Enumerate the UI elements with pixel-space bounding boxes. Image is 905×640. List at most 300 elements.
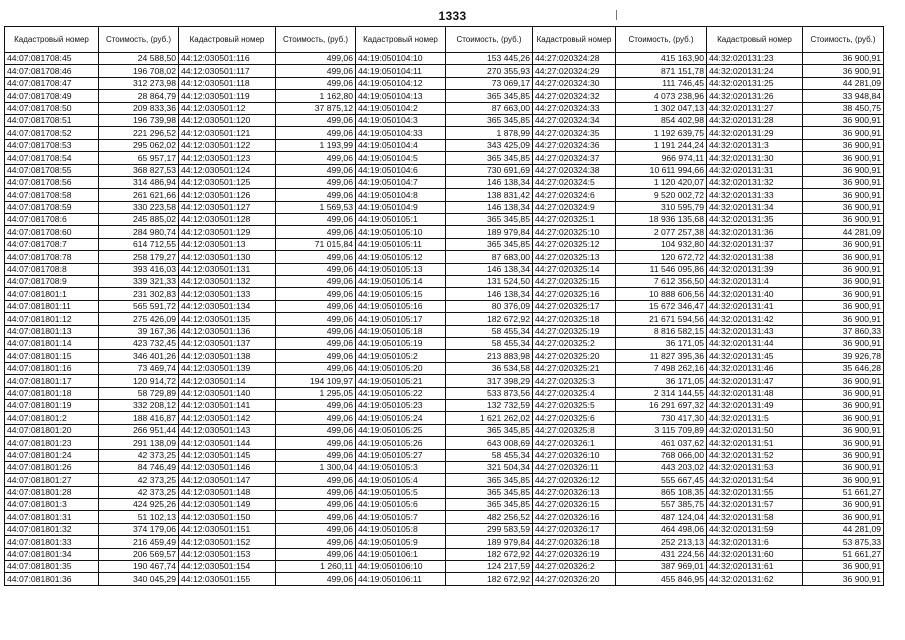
cost-cell: 58 455,34	[446, 337, 533, 349]
column-header-cost: Стоимость, (руб.)	[446, 27, 533, 53]
cost-cell: 966 974,11	[616, 152, 707, 164]
cadastral-number-cell: 44:07:081801:34	[5, 548, 99, 560]
cost-cell: 73 069,17	[446, 77, 533, 89]
table-row	[5, 325, 179, 337]
table-row	[356, 461, 533, 473]
cadastral-number-cell: 44:27:020325:13	[533, 251, 616, 263]
cadastral-number-cell: 44:19:050105:1	[356, 214, 446, 226]
cadastral-number-cell: 44:27:020325:10	[533, 226, 616, 238]
cadastral-number-cell: 44:19:050105:19	[356, 337, 446, 349]
cost-cell: 84 746,49	[99, 461, 179, 473]
cost-cell: 1 193,99	[276, 139, 356, 151]
cost-cell: 10 611 994,66	[616, 164, 707, 176]
table-row	[533, 325, 707, 337]
table-row	[356, 399, 533, 411]
table-row	[356, 325, 533, 337]
cadastral-number-cell: 44:07:081801:16	[5, 362, 99, 374]
column-header-cost: Стоимость, (руб.)	[616, 27, 707, 53]
cadastral-number-cell: 44:19:050105:13	[356, 263, 446, 275]
cost-cell: 339 321,33	[99, 276, 179, 288]
cost-cell: 368 827,53	[99, 164, 179, 176]
table-row	[533, 53, 707, 65]
table-row	[533, 474, 707, 486]
table-row	[5, 127, 179, 139]
table-row	[707, 325, 884, 337]
cost-cell: 28 864,79	[99, 90, 179, 102]
table-row	[179, 300, 356, 312]
cadastral-number-cell: 44:07:081801:17	[5, 375, 99, 387]
table-row	[5, 77, 179, 89]
cost-cell: 51 102,13	[99, 511, 179, 523]
cadastral-number-cell: 44:19:050105:8	[356, 523, 446, 535]
table-row	[533, 523, 707, 535]
table-row	[179, 362, 356, 374]
scan-tick-mark	[616, 10, 617, 20]
cadastral-number-cell: 44:12:030501:123	[179, 152, 276, 164]
table-row	[707, 201, 884, 213]
table-row	[179, 313, 356, 325]
table-row	[179, 424, 356, 436]
table-row	[356, 201, 533, 213]
cadastral-number-cell: 44:27:020326:16	[533, 511, 616, 523]
cadastral-number-cell: 44:07:081801:3	[5, 499, 99, 511]
cost-cell: 58 455,34	[446, 449, 533, 461]
cadastral-number-cell: 44:12:030501:149	[179, 499, 276, 511]
table-row	[356, 152, 533, 164]
cadastral-number-cell: 44:07:081708:59	[5, 201, 99, 213]
cost-cell: 487 124,04	[616, 511, 707, 523]
cost-cell: 36 900,91	[803, 152, 884, 164]
table-row	[5, 474, 179, 486]
cadastral-number-cell: 44:07:081801:1	[5, 288, 99, 300]
table-row	[179, 238, 356, 250]
cost-cell: 36 900,91	[803, 412, 884, 424]
cost-cell: 499,06	[276, 511, 356, 523]
table-row	[5, 263, 179, 275]
table-row	[356, 114, 533, 126]
cost-cell: 499,06	[276, 573, 356, 585]
cost-cell: 854 402,98	[616, 114, 707, 126]
cadastral-number-cell: 44:07:081708:49	[5, 90, 99, 102]
cadastral-number-cell: 44:32:020131:30	[707, 152, 803, 164]
cost-cell: 44 281,09	[803, 523, 884, 535]
cost-cell: 482 256,52	[446, 511, 533, 523]
cadastral-number-cell: 44:32:020131:29	[707, 127, 803, 139]
cadastral-number-cell: 44:19:050105:24	[356, 412, 446, 424]
cadastral-number-cell: 44:32:020131:26	[707, 90, 803, 102]
cadastral-number-cell: 44:27:020326:11	[533, 461, 616, 473]
cadastral-number-cell: 44:32:020131:37	[707, 238, 803, 250]
table-row	[707, 102, 884, 114]
cadastral-number-cell: 44:32:020131:61	[707, 561, 803, 573]
table-row	[533, 90, 707, 102]
cost-cell: 614 712,55	[99, 238, 179, 250]
cost-cell: 216 459,49	[99, 536, 179, 548]
cadastral-number-cell: 44:32:020131:48	[707, 387, 803, 399]
cost-cell: 555 667,45	[616, 474, 707, 486]
table-row	[5, 251, 179, 263]
table-row	[533, 387, 707, 399]
cost-cell: 16 291 697,32	[616, 399, 707, 411]
cost-cell: 1 302 047,13	[616, 102, 707, 114]
cadastral-number-cell: 44:12:030501:144	[179, 437, 276, 449]
table-row	[179, 511, 356, 523]
cost-cell: 330 223,58	[99, 201, 179, 213]
cost-cell: 499,06	[276, 127, 356, 139]
cadastral-number-cell: 44:27:020325:20	[533, 350, 616, 362]
cost-cell: 36 900,91	[803, 189, 884, 201]
table-row	[707, 53, 884, 65]
cadastral-number-cell: 44:19:050106:1	[356, 548, 446, 560]
cadastral-number-cell: 44:32:020131:46	[707, 362, 803, 374]
table-row	[707, 424, 884, 436]
cadastral-number-cell: 44:27:020326:12	[533, 474, 616, 486]
table-row	[356, 77, 533, 89]
cost-cell: 36 900,91	[803, 276, 884, 288]
table-row	[533, 412, 707, 424]
cadastral-number-cell: 44:12:030501:128	[179, 214, 276, 226]
table-row	[356, 90, 533, 102]
table-row	[356, 387, 533, 399]
table-row	[5, 548, 179, 560]
cadastral-number-cell: 44:27:020324:32	[533, 90, 616, 102]
cadastral-number-cell: 44:19:050105:20	[356, 362, 446, 374]
cost-cell: 111 746,45	[616, 77, 707, 89]
cost-cell: 365 345,85	[446, 114, 533, 126]
table-row	[533, 399, 707, 411]
cadastral-number-cell: 44:19:050105:10	[356, 226, 446, 238]
cadastral-number-cell: 44:27:020325:2	[533, 337, 616, 349]
cadastral-number-cell: 44:07:081708:51	[5, 114, 99, 126]
cost-cell: 104 932,80	[616, 238, 707, 250]
cadastral-number-cell: 44:12:030501:151	[179, 523, 276, 535]
cost-cell: 1 295,05	[276, 387, 356, 399]
cost-cell: 499,06	[276, 325, 356, 337]
table-row	[5, 102, 179, 114]
cost-cell: 196 708,02	[99, 65, 179, 77]
cadastral-number-cell: 44:27:020325:18	[533, 313, 616, 325]
cost-cell: 146 138,34	[446, 288, 533, 300]
table-row	[5, 90, 179, 102]
table-row	[707, 238, 884, 250]
cadastral-number-cell: 44:19:050104:10	[356, 53, 446, 65]
cadastral-number-cell: 44:19:050104:33	[356, 127, 446, 139]
cost-cell: 499,06	[276, 152, 356, 164]
cost-cell: 871 151,78	[616, 65, 707, 77]
table-row	[707, 164, 884, 176]
cadastral-number-cell: 44:07:081801:23	[5, 437, 99, 449]
cost-cell: 120 672,72	[616, 251, 707, 263]
cadastral-number-cell: 44:07:081801:31	[5, 511, 99, 523]
cost-cell: 499,06	[276, 424, 356, 436]
cost-cell: 252 213,13	[616, 536, 707, 548]
table-row	[356, 362, 533, 374]
table-row	[356, 474, 533, 486]
cost-cell: 44 281,09	[803, 226, 884, 238]
cost-cell: 182 672,92	[446, 573, 533, 585]
table-row	[5, 238, 179, 250]
cost-cell: 865 108,35	[616, 486, 707, 498]
cost-cell: 565 591,72	[99, 300, 179, 312]
table-row	[707, 251, 884, 263]
table-row	[356, 65, 533, 77]
cost-cell: 231 302,83	[99, 288, 179, 300]
table-row	[356, 337, 533, 349]
cost-cell: 36 900,91	[803, 449, 884, 461]
table-row	[533, 313, 707, 325]
cadastral-number-cell: 44:32:020131:44	[707, 337, 803, 349]
table-row	[179, 375, 356, 387]
cadastral-number-cell: 44:12:030501:150	[179, 511, 276, 523]
table-row	[356, 486, 533, 498]
cadastral-number-cell: 44:32:020131:4	[707, 276, 803, 288]
cost-cell: 36 171,05	[616, 375, 707, 387]
cadastral-number-cell: 44:27:020325:17	[533, 300, 616, 312]
cost-cell: 499,06	[276, 65, 356, 77]
table-row	[533, 77, 707, 89]
cost-cell: 431 224,56	[616, 548, 707, 560]
table-row	[5, 387, 179, 399]
cadastral-number-cell: 44:07:081708:47	[5, 77, 99, 89]
table-row	[533, 288, 707, 300]
cost-cell: 245 885,02	[99, 214, 179, 226]
cost-cell: 1 300,04	[276, 461, 356, 473]
cadastral-number-cell: 44:27:020326:1	[533, 437, 616, 449]
cost-cell: 213 883,98	[446, 350, 533, 362]
cadastral-number-cell: 44:32:020131:3	[707, 139, 803, 151]
cost-cell: 44 281,09	[803, 77, 884, 89]
cost-cell: 499,06	[276, 276, 356, 288]
table-row	[356, 176, 533, 188]
cost-cell: 37 860,33	[803, 325, 884, 337]
table-row	[356, 313, 533, 325]
table-row	[707, 412, 884, 424]
cost-cell: 499,06	[276, 214, 356, 226]
cost-cell: 1 260,11	[276, 561, 356, 573]
cost-cell: 499,06	[276, 486, 356, 498]
cadastral-number-cell: 44:07:081708:9	[5, 276, 99, 288]
cost-cell: 36 900,91	[803, 573, 884, 585]
cost-cell: 36 900,91	[803, 300, 884, 312]
cadastral-number-cell: 44:27:020324:36	[533, 139, 616, 151]
cadastral-number-cell: 44:12:030501:136	[179, 325, 276, 337]
table-row	[179, 127, 356, 139]
cost-cell: 499,06	[276, 548, 356, 560]
cost-cell: 443 203,02	[616, 461, 707, 473]
cost-cell: 393 416,03	[99, 263, 179, 275]
table-row	[5, 337, 179, 349]
table-row	[5, 139, 179, 151]
cadastral-number-cell: 44:19:050105:5	[356, 486, 446, 498]
table-row	[707, 152, 884, 164]
cost-cell: 73 469,74	[99, 362, 179, 374]
cost-cell: 2 077 257,38	[616, 226, 707, 238]
cost-cell: 270 355,93	[446, 65, 533, 77]
cost-cell: 53 875,33	[803, 536, 884, 548]
cost-cell: 7 498 262,16	[616, 362, 707, 374]
table-row	[707, 573, 884, 585]
cadastral-number-cell: 44:27:020325:21	[533, 362, 616, 374]
table-row	[533, 337, 707, 349]
cadastral-number-cell: 44:27:020324:6	[533, 189, 616, 201]
table-row	[5, 288, 179, 300]
cadastral-number-cell: 44:12:030501:148	[179, 486, 276, 498]
cost-cell: 730 691,69	[446, 164, 533, 176]
cost-cell: 188 416,87	[99, 412, 179, 424]
cost-cell: 423 732,45	[99, 337, 179, 349]
cadastral-number-cell: 44:32:020131:25	[707, 77, 803, 89]
cadastral-number-cell: 44:12:030501:140	[179, 387, 276, 399]
cadastral-number-cell: 44:07:081708:8	[5, 263, 99, 275]
table-row	[179, 214, 356, 226]
table-row	[356, 350, 533, 362]
table-row	[707, 474, 884, 486]
cost-cell: 24 588,50	[99, 53, 179, 65]
cadastral-number-cell: 44:19:050105:9	[356, 536, 446, 548]
cost-cell: 1 191 244,24	[616, 139, 707, 151]
cost-cell: 499,06	[276, 474, 356, 486]
table-row	[356, 164, 533, 176]
table-row	[179, 474, 356, 486]
cadastral-number-cell: 44:27:020325:8	[533, 424, 616, 436]
table-row	[179, 251, 356, 263]
cadastral-number-cell: 44:07:081801:36	[5, 573, 99, 585]
cost-cell: 387 969,01	[616, 561, 707, 573]
cadastral-number-cell: 44:32:020131:5	[707, 412, 803, 424]
cost-cell: 557 385,75	[616, 499, 707, 511]
cost-cell: 36 900,91	[803, 288, 884, 300]
table-row	[707, 387, 884, 399]
cadastral-number-cell: 44:32:020131:38	[707, 251, 803, 263]
cost-cell: 36 900,91	[803, 375, 884, 387]
cadastral-number-cell: 44:12:030501:124	[179, 164, 276, 176]
cadastral-number-cell: 44:12:030501:141	[179, 399, 276, 411]
table-row	[179, 90, 356, 102]
cost-cell: 1 120 420,07	[616, 176, 707, 188]
cost-cell: 499,06	[276, 53, 356, 65]
table-row	[5, 362, 179, 374]
table-row	[5, 176, 179, 188]
cadastral-number-cell: 44:32:020131:43	[707, 325, 803, 337]
table-row	[179, 399, 356, 411]
table-row	[707, 288, 884, 300]
cadastral-number-cell: 44:27:020324:34	[533, 114, 616, 126]
cadastral-number-cell: 44:32:020131:6	[707, 536, 803, 548]
cost-cell: 7 612 356,50	[616, 276, 707, 288]
cadastral-number-cell: 44:07:081708:45	[5, 53, 99, 65]
cadastral-number-cell: 44:07:081708:50	[5, 102, 99, 114]
cadastral-number-cell: 44:12:030501:142	[179, 412, 276, 424]
cadastral-number-cell: 44:32:020131:41	[707, 300, 803, 312]
table-row	[533, 189, 707, 201]
cost-cell: 36 900,91	[803, 251, 884, 263]
table-row	[356, 523, 533, 535]
cadastral-number-cell: 44:32:020131:53	[707, 461, 803, 473]
cadastral-number-cell: 44:27:020324:9	[533, 201, 616, 213]
table-row	[707, 337, 884, 349]
cost-cell: 499,06	[276, 189, 356, 201]
table-row	[5, 573, 179, 585]
table-row	[533, 375, 707, 387]
cost-cell: 42 373,25	[99, 486, 179, 498]
table-row	[5, 65, 179, 77]
cost-cell: 36 900,91	[803, 499, 884, 511]
cadastral-number-cell: 44:27:020324:37	[533, 152, 616, 164]
cadastral-number-cell: 44:32:020131:50	[707, 424, 803, 436]
table-row	[707, 536, 884, 548]
cost-cell: 424 925,26	[99, 499, 179, 511]
cadastral-number-cell: 44:32:020131:49	[707, 399, 803, 411]
cadastral-number-cell: 44:32:020131:52	[707, 449, 803, 461]
column-header-cost: Стоимость, (руб.)	[803, 27, 884, 53]
cost-cell: 36 900,91	[803, 263, 884, 275]
table-row	[533, 548, 707, 560]
cost-cell: 71 015,84	[276, 238, 356, 250]
cadastral-number-cell: 44:07:081801:20	[5, 424, 99, 436]
cost-cell: 1 569,53	[276, 201, 356, 213]
cost-cell: 36 534,58	[446, 362, 533, 374]
cadastral-number-cell: 44:19:050104:13	[356, 90, 446, 102]
table-row	[533, 300, 707, 312]
cost-cell: 499,06	[276, 164, 356, 176]
cost-cell: 21 671 594,56	[616, 313, 707, 325]
cost-cell: 275 426,09	[99, 313, 179, 325]
cost-cell: 36 900,91	[803, 313, 884, 325]
table-row	[5, 461, 179, 473]
table-row	[533, 424, 707, 436]
cadastral-number-cell: 44:32:020131:47	[707, 375, 803, 387]
table-row	[707, 523, 884, 535]
cost-cell: 36 900,91	[803, 238, 884, 250]
cost-cell: 39 167,36	[99, 325, 179, 337]
cadastral-number-cell: 44:07:081801:15	[5, 350, 99, 362]
table-row	[356, 139, 533, 151]
table-row	[5, 561, 179, 573]
cost-cell: 730 417,30	[616, 412, 707, 424]
cost-cell: 332 208,12	[99, 399, 179, 411]
cadastral-number-cell: 44:19:050105:12	[356, 251, 446, 263]
page-number: 1333	[438, 9, 467, 23]
cost-cell: 365 345,85	[446, 90, 533, 102]
cadastral-number-cell: 44:27:020324:30	[533, 77, 616, 89]
cost-cell: 36 900,91	[803, 139, 884, 151]
cadastral-number-cell: 44:32:020131:62	[707, 573, 803, 585]
cadastral-table-3	[355, 26, 533, 586]
cost-cell: 643 008,69	[446, 437, 533, 449]
table-row	[707, 226, 884, 238]
cadastral-number-cell: 44:32:020131:23	[707, 53, 803, 65]
cadastral-number-cell: 44:19:050105:7	[356, 511, 446, 523]
table-row	[356, 375, 533, 387]
cadastral-number-cell: 44:07:081801:26	[5, 461, 99, 473]
cost-cell: 36 900,91	[803, 214, 884, 226]
table-row	[533, 226, 707, 238]
table-row	[356, 288, 533, 300]
cost-cell: 36 900,91	[803, 437, 884, 449]
cadastral-number-cell: 44:07:081801:18	[5, 387, 99, 399]
cadastral-number-cell: 44:12:030501:154	[179, 561, 276, 573]
table-row	[356, 214, 533, 226]
cadastral-number-cell: 44:19:050105:27	[356, 449, 446, 461]
cost-cell: 51 661,27	[803, 548, 884, 560]
cost-cell: 499,06	[276, 536, 356, 548]
cadastral-number-cell: 44:27:020325:16	[533, 288, 616, 300]
cost-cell: 499,06	[276, 523, 356, 535]
cadastral-number-cell: 44:19:050104:11	[356, 65, 446, 77]
cost-cell: 58 729,89	[99, 387, 179, 399]
table-row	[356, 226, 533, 238]
cadastral-number-cell: 44:19:050105:15	[356, 288, 446, 300]
